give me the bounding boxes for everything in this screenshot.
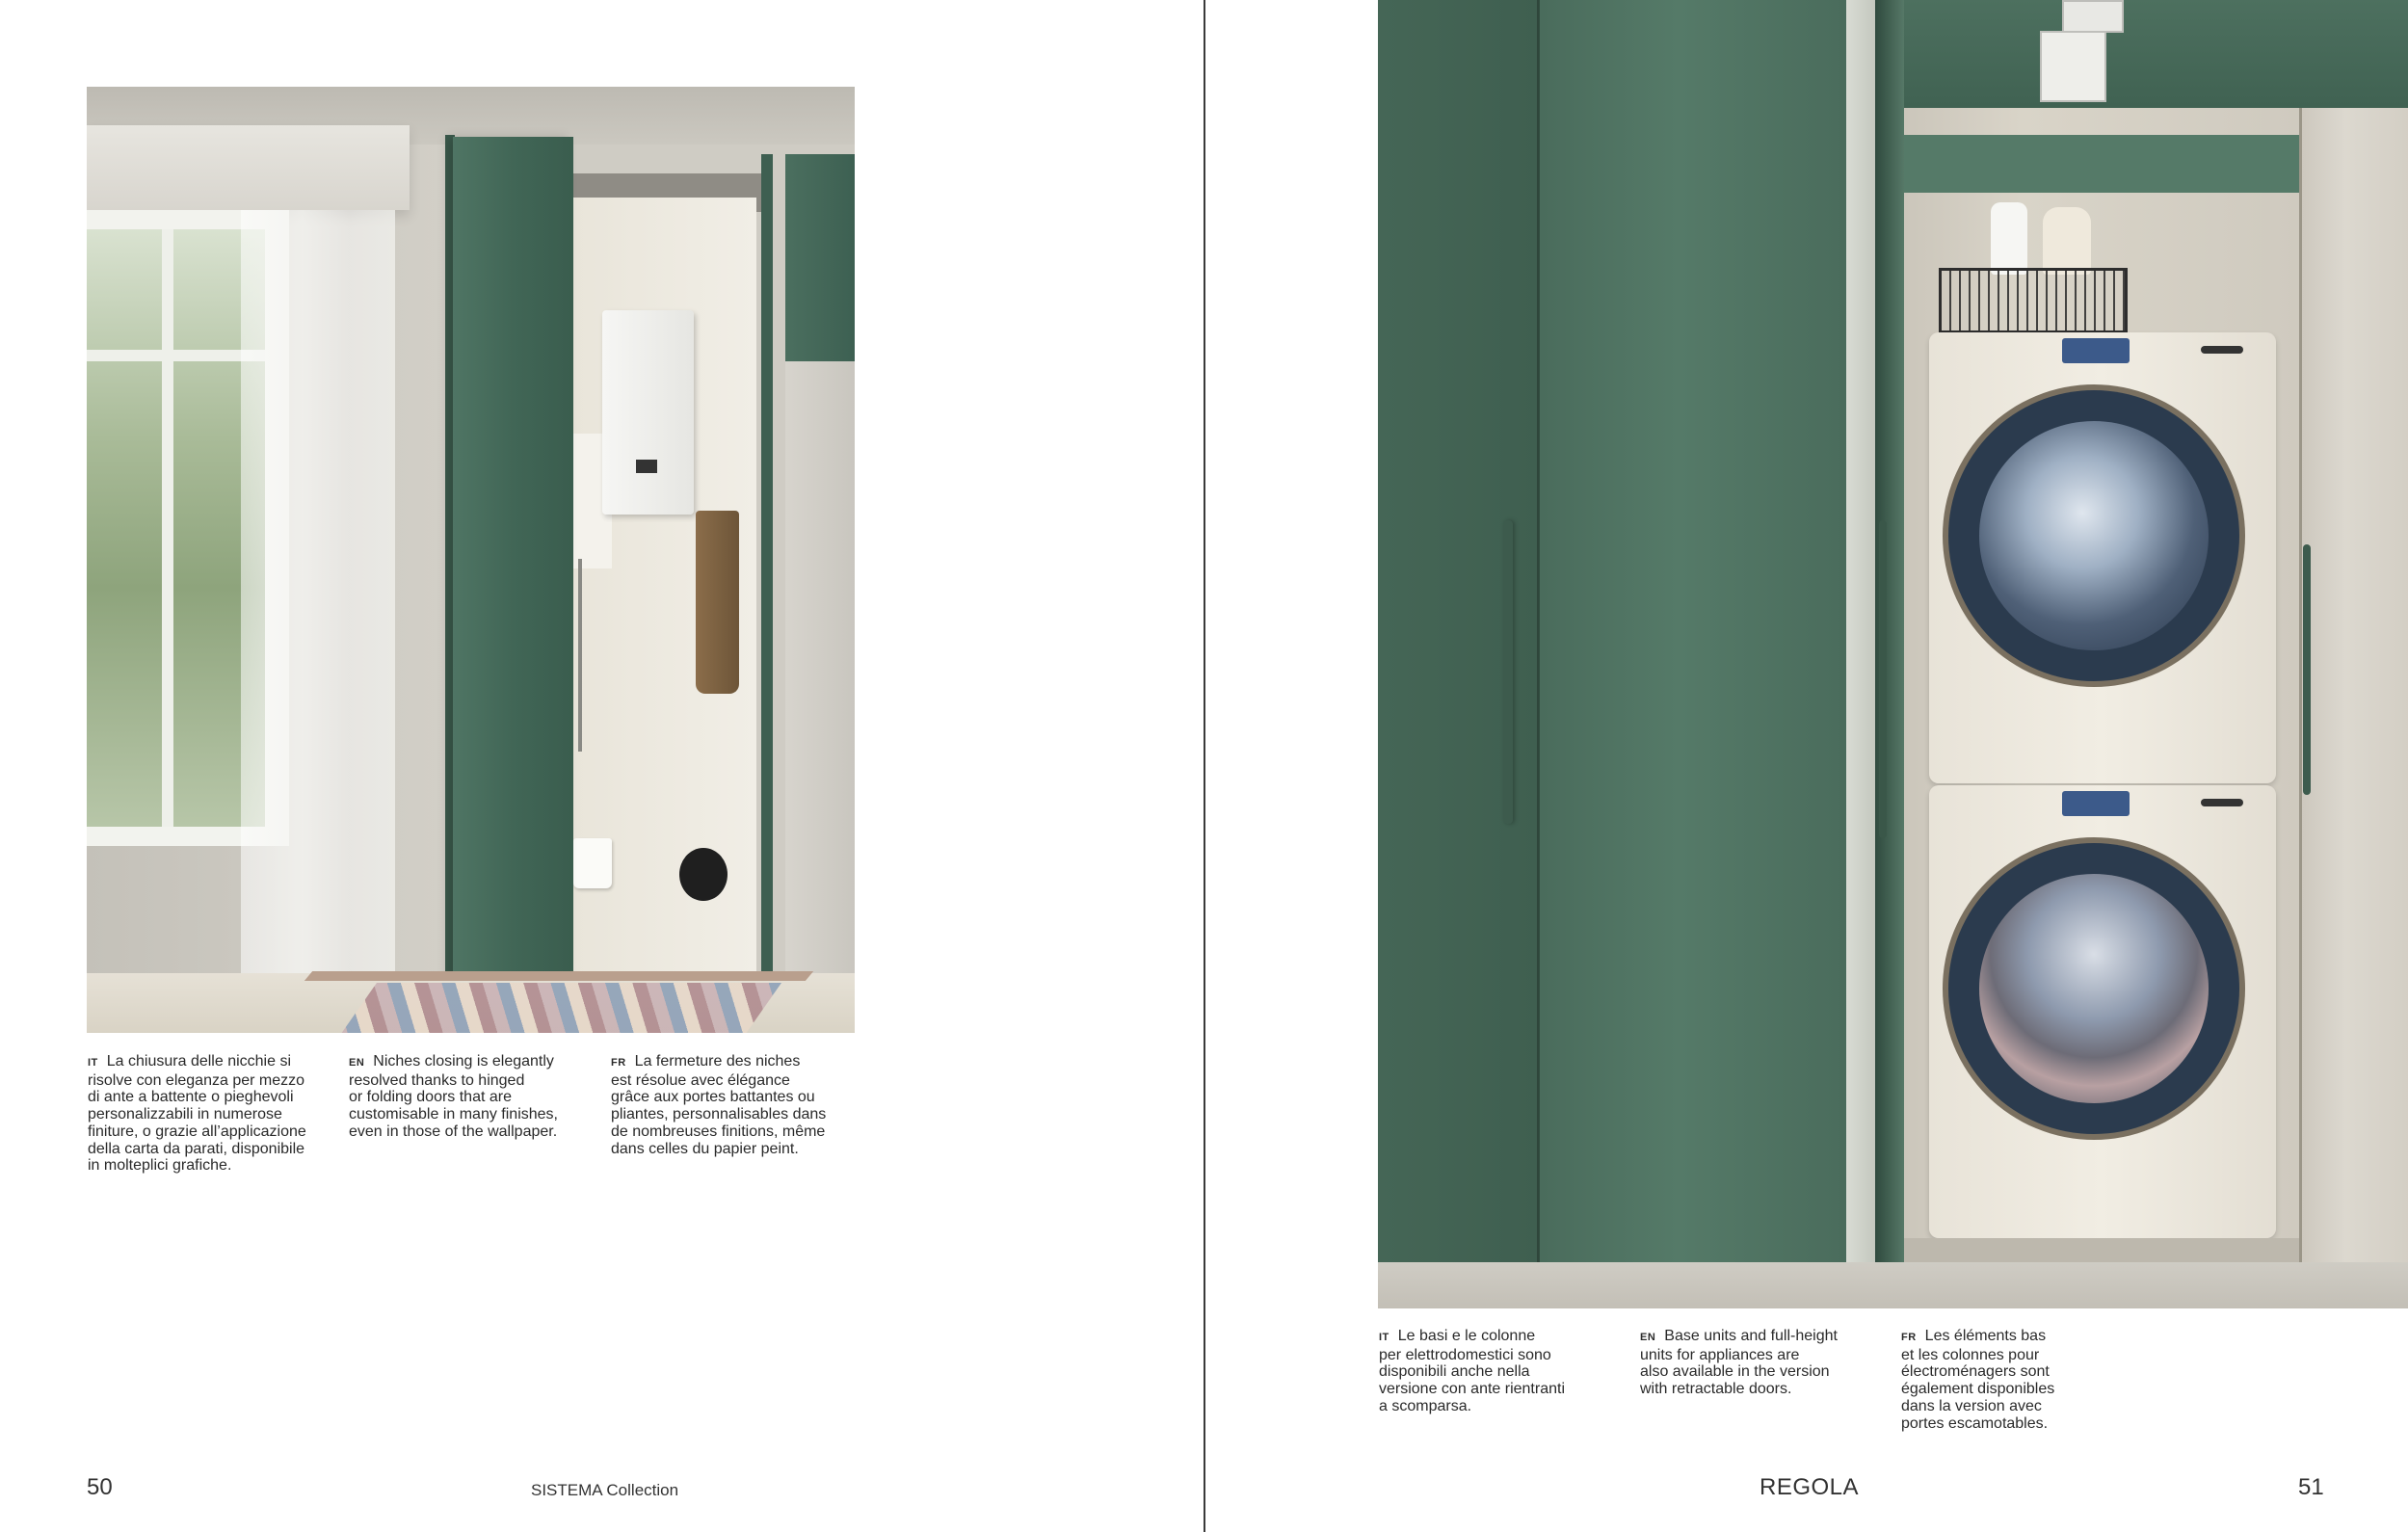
spray-bottle — [1991, 202, 2027, 275]
door-handle — [1503, 520, 1513, 824]
caption-text: La fermeture des niches est résolue avec élégance grâce aux portes battantes ou pliantes, personnalisables dans de nombreuses finitions, même dans celles du papier peint. — [611, 1053, 827, 1157]
bucket — [573, 838, 612, 888]
caption-fr-left — [611, 1053, 842, 1157]
right-door-handle — [2303, 544, 2311, 795]
dryer-bottom — [1929, 785, 2276, 1238]
lang-tag: EN — [349, 1057, 365, 1069]
page-number-right: 51 — [2298, 1474, 2324, 1500]
retractable-door-handle — [1879, 520, 1887, 838]
detergent-bottle — [2043, 207, 2091, 275]
window-mullion — [162, 229, 173, 827]
washer-door — [1948, 390, 2239, 681]
page-number-left: 50 — [87, 1474, 113, 1500]
dryer-drum — [1979, 874, 2209, 1103]
caption-fr-right — [1901, 1328, 2132, 1432]
folding-door-right — [761, 154, 773, 992]
dryer-handle — [2201, 799, 2243, 806]
window-transom — [87, 350, 265, 361]
appliance-plinth — [1904, 1238, 2299, 1262]
storage-box-top — [2062, 0, 2124, 33]
caption-en-right — [1640, 1328, 1871, 1398]
cabinet-door-center — [1538, 0, 1848, 1262]
photo-laundry-niche — [87, 87, 855, 1033]
caption-text: Base units and full-height units for appliances are also available in the version with retractable doors. — [1640, 1328, 1838, 1398]
lang-tag: FR — [611, 1057, 626, 1069]
floor-right — [1378, 1262, 2408, 1308]
vacuum-cleaner — [679, 848, 728, 901]
collection-footer: SISTEMA Collection — [531, 1481, 679, 1499]
hanging-apron — [696, 511, 739, 694]
washer-display — [2062, 338, 2130, 363]
tall-column — [785, 361, 855, 997]
cabinet-door-left — [1378, 0, 1537, 1262]
washing-machine-top — [1929, 332, 2276, 783]
collection-title: REGOLA — [1760, 1474, 1860, 1500]
caption-it-right — [1379, 1328, 1610, 1415]
right-column-panel — [2299, 108, 2408, 1262]
dryer-display — [2062, 791, 2130, 816]
caption-text: La chiusura delle nicchie si risolve con eleganza per mezzo di ante a battente o pieghevoli personalizzabili in numerose finiture, o grazie all’applicazione della carta da parati, disponibile in molteplici grafiche. — [88, 1053, 306, 1175]
photo-laundry-column — [1378, 0, 2408, 1308]
wire-basket — [1939, 268, 2128, 333]
caption-text: Les éléments bas et les colonnes pour électroménagers sont également disponibles dans la version avec portes escamotables. — [1901, 1328, 2055, 1432]
washer-handle — [2201, 346, 2243, 354]
patterned-rug — [336, 983, 781, 1033]
lang-tag: FR — [1901, 1332, 1917, 1343]
caption-text: Niches closing is elegantly resolved thanks to hinged or folding doors that are customisable in many finishes, even in those of the wallpaper. — [349, 1053, 558, 1140]
curtain-valance — [87, 125, 410, 210]
lang-tag: IT — [88, 1057, 98, 1069]
page-spine — [1204, 0, 1205, 1532]
caption-it-left — [88, 1053, 319, 1175]
upper-cabinet — [785, 154, 855, 361]
window-glass — [87, 229, 265, 827]
folding-door-green — [453, 137, 573, 999]
lang-tag: EN — [1640, 1332, 1656, 1343]
rug-border — [304, 971, 813, 981]
top-cabinet — [1889, 0, 2408, 108]
lang-tag: IT — [1379, 1332, 1389, 1343]
sheer-curtain — [241, 210, 395, 1010]
storage-box — [2040, 31, 2106, 102]
wall-boiler — [602, 310, 694, 515]
caption-en-left — [349, 1053, 580, 1141]
dryer-door — [1948, 843, 2239, 1134]
cavity-top-panel — [1904, 135, 2299, 193]
boiler-display — [636, 460, 657, 473]
column-side-panel — [1846, 0, 1875, 1262]
door-seam — [1537, 0, 1539, 1262]
caption-text: Le basi e le colonne per elettrodomestici sono disponibili anche nella versione con ante rientranti a scomparsa. — [1379, 1328, 1565, 1414]
broom — [578, 559, 582, 752]
washer-drum — [1979, 421, 2209, 650]
